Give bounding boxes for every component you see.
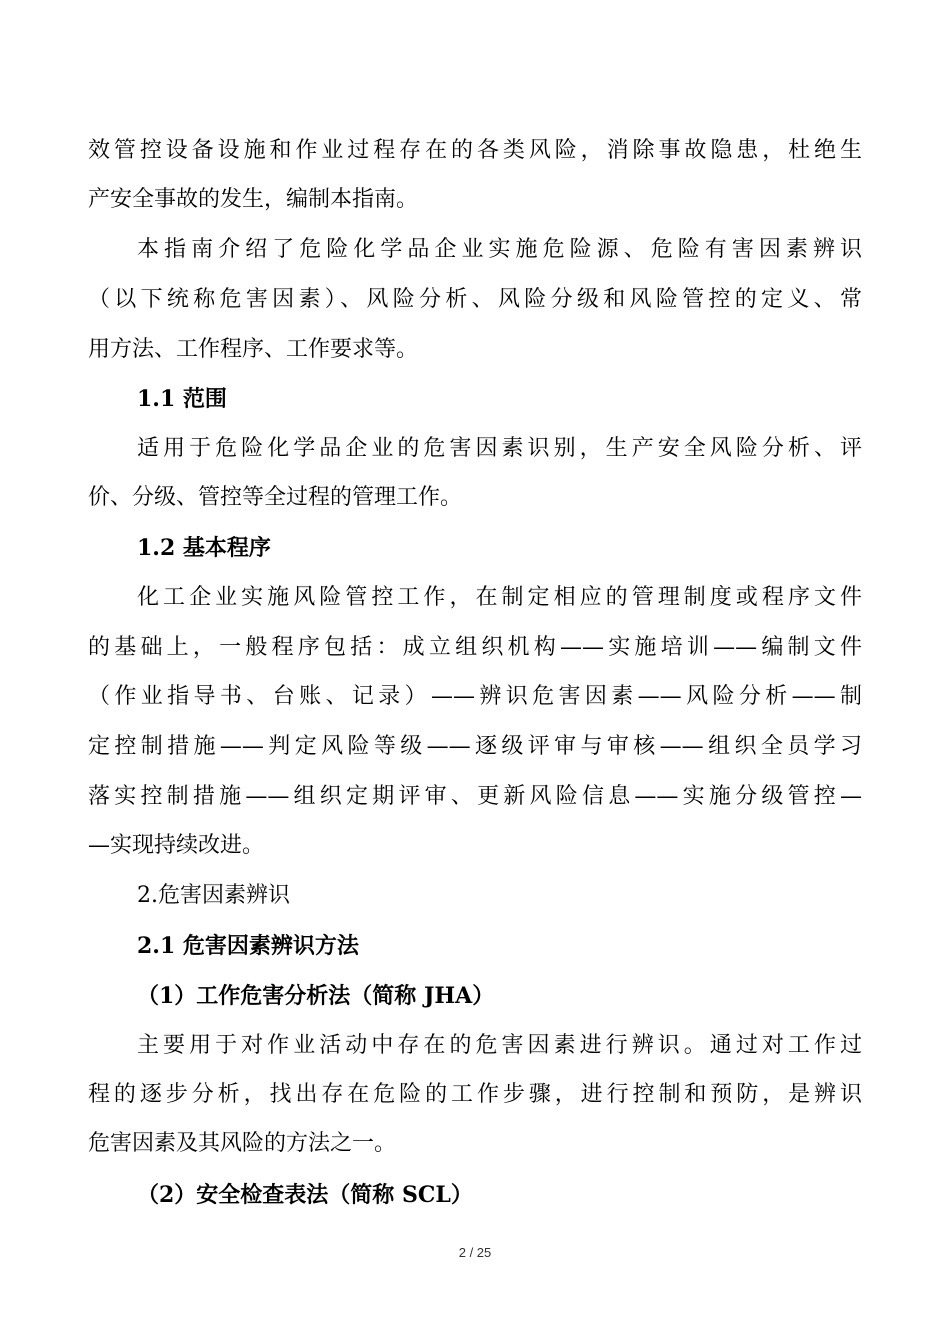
subheading-jha: （1）工作危害分析法（简称 JHA） <box>137 983 495 1009</box>
body-text-line: 落实控制措施——组织定期评审、更新风险信息——实施分级管控— <box>88 784 862 809</box>
body-text-line: 主要用于对作业活动中存在的危害因素进行辨识。通过对工作过 <box>137 1033 862 1058</box>
body-text-line: 用方法、工作程序、工作要求等。 <box>88 337 419 362</box>
section-heading-2: 2.危害因素辨识 <box>137 883 290 908</box>
body-text-line: 价、分级、管控等全过程的管理工作。 <box>88 485 463 510</box>
body-text-line: 危害因素及其风险的方法之一。 <box>88 1131 397 1156</box>
section-heading-1-1: 1.1 范围 <box>137 386 227 412</box>
page-number: 2 / 25 <box>458 1245 492 1260</box>
body-text-line: （作业指导书、台账、记录）——辨识危害因素——风险分析——制 <box>88 684 862 709</box>
body-text-line: 产安全事故的发生，编制本指南。 <box>88 187 419 212</box>
body-text-line: 定控制措施——判定风险等级——逐级评审与审核——组织全员学习 <box>88 734 862 759</box>
body-text-line: （以下统称危害因素）、风险分析、风险分级和风险管控的定义、常 <box>88 287 862 312</box>
section-heading-1-2: 1.2 基本程序 <box>137 535 271 561</box>
body-text-line: 本指南介绍了危险化学品企业实施危险源、危险有害因素辨识 <box>137 237 862 262</box>
body-text-line: 效管控设备设施和作业过程存在的各类风险，消除事故隐患，杜绝生 <box>88 138 862 163</box>
body-text-line: 适用于危险化学品企业的危害因素识别，生产安全风险分析、评 <box>137 436 862 461</box>
body-text-line: 化工企业实施风险管控工作，在制定相应的管理制度或程序文件 <box>137 585 862 610</box>
section-heading-2-1: 2.1 危害因素辨识方法 <box>137 933 359 959</box>
subheading-scl: （2）安全检查表法（简称 SCL） <box>137 1182 473 1208</box>
body-text-line: 程的逐步分析，找出存在危险的工作步骤，进行控制和预防，是辨识 <box>88 1082 862 1107</box>
body-text-line: 的基础上，一般程序包括：成立组织机构——实施培训——编制文件 <box>88 635 862 660</box>
body-text-line: —实现持续改进。 <box>88 833 265 858</box>
